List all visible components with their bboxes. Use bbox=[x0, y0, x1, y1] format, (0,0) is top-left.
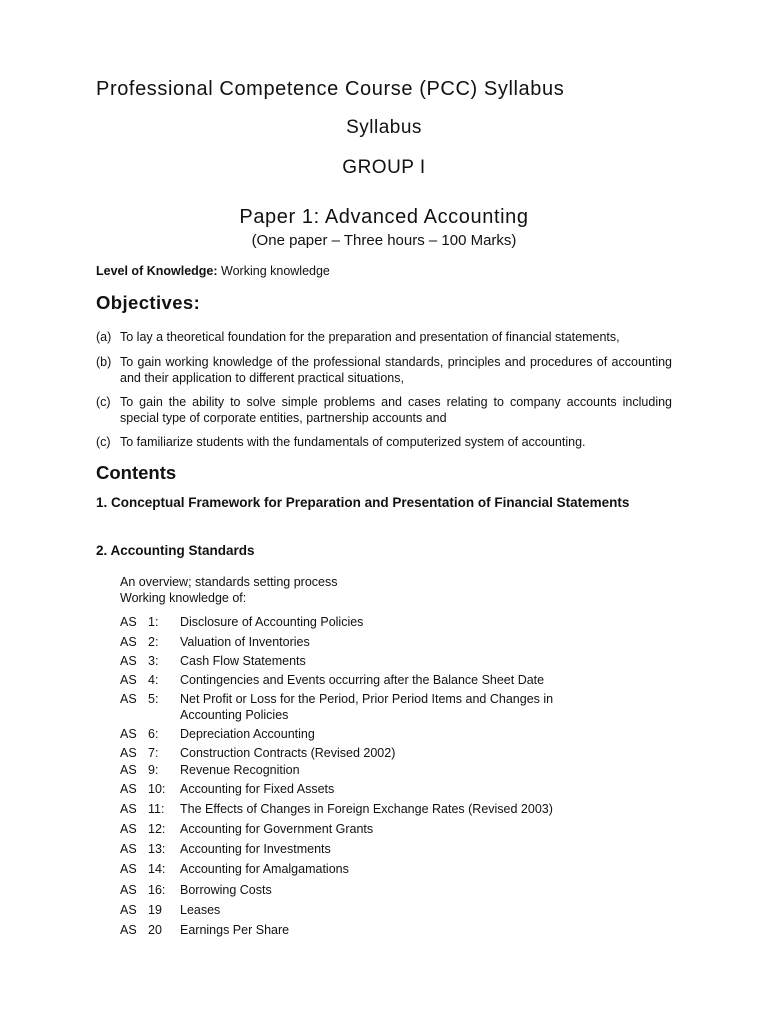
standard-row bbox=[120, 861, 680, 877]
standard-row bbox=[120, 902, 680, 918]
standard-title: Disclosure of Accounting Policies bbox=[180, 615, 364, 629]
standard-number: 12: bbox=[148, 822, 166, 836]
standard-row bbox=[120, 614, 680, 630]
standard-number: 9: bbox=[148, 763, 159, 777]
contents-heading: Contents bbox=[96, 462, 177, 483]
intro-line: An overview; standards setting process bbox=[120, 575, 338, 589]
standard-row bbox=[120, 801, 680, 817]
standard-title: Valuation of Inventories bbox=[180, 635, 310, 649]
standard-number: 3: bbox=[148, 654, 159, 668]
standard-row bbox=[120, 922, 680, 938]
standard-number: 14: bbox=[148, 862, 166, 876]
objective-text: To lay a theoretical foundation for the preparation and presentation of financial statements, bbox=[120, 330, 620, 344]
objective-marker: (c) bbox=[96, 435, 111, 449]
standard-title: Leases bbox=[180, 903, 221, 917]
standard-code: AS bbox=[120, 727, 137, 741]
objective-marker: (b) bbox=[96, 355, 112, 369]
standard-title: Accounting for Amalgamations bbox=[180, 862, 349, 876]
standard-title: Borrowing Costs bbox=[180, 883, 272, 897]
standard-row bbox=[120, 762, 680, 778]
standard-row bbox=[120, 841, 680, 857]
objective-text: To gain working knowledge of the professional standards, principles and procedures of accounting and their application to different practical situations, bbox=[120, 355, 672, 385]
level-of-knowledge bbox=[96, 264, 330, 278]
objective-item bbox=[96, 329, 672, 345]
standard-code: AS bbox=[120, 635, 137, 649]
standard-title: Accounting for Government Grants bbox=[180, 822, 374, 836]
standard-row bbox=[120, 821, 680, 837]
level-of-knowledge-value: Working knowledge bbox=[221, 264, 330, 278]
standard-title: Cash Flow Statements bbox=[180, 654, 306, 668]
objective-marker: (c) bbox=[96, 395, 111, 409]
standard-row bbox=[120, 781, 680, 797]
intro-line: Working knowledge of: bbox=[120, 591, 247, 605]
standard-number: 11: bbox=[148, 802, 165, 816]
standard-title: Earnings Per Share bbox=[180, 923, 290, 937]
objective-item bbox=[96, 354, 672, 386]
standard-code: AS bbox=[120, 654, 137, 668]
objective-item bbox=[96, 394, 672, 426]
objective-text: To familiarize students with the fundamentals of computerized system of accounting. bbox=[120, 435, 586, 449]
course-title: Professional Competence Course (PCC) Syllabus bbox=[96, 78, 565, 100]
standard-title: Construction Contracts (Revised 2002) bbox=[180, 746, 396, 760]
standard-title: Contingencies and Events occurring after the Balance Sheet Date bbox=[180, 673, 545, 687]
standard-row bbox=[120, 745, 680, 761]
objective-item bbox=[96, 434, 672, 450]
standard-number: 1: bbox=[148, 615, 159, 629]
standard-code: AS bbox=[120, 782, 137, 796]
standard-number: 13: bbox=[148, 842, 166, 856]
standard-title: Accounting for Investments bbox=[180, 842, 331, 856]
standard-title: Revenue Recognition bbox=[180, 763, 300, 777]
syllabus-subtitle: Syllabus bbox=[346, 117, 422, 138]
group-heading: GROUP I bbox=[342, 157, 426, 178]
standard-code: AS bbox=[120, 673, 137, 687]
objectives-heading: Objectives: bbox=[96, 292, 201, 313]
standard-title: The Effects of Changes in Foreign Exchange Rates (Revised 2003) bbox=[180, 802, 553, 816]
standard-code: AS bbox=[120, 903, 137, 917]
standard-code: AS bbox=[120, 883, 137, 897]
section-2-heading: 2. Accounting Standards bbox=[96, 543, 255, 558]
standard-number: 5: bbox=[148, 692, 159, 706]
objective-marker: (a) bbox=[96, 330, 112, 344]
standard-row bbox=[120, 882, 680, 898]
standard-title: Depreciation Accounting bbox=[180, 727, 315, 741]
standard-number: 20 bbox=[148, 923, 162, 937]
standard-row bbox=[120, 691, 680, 723]
standard-number: 10: bbox=[148, 782, 166, 796]
standard-code: AS bbox=[120, 802, 137, 816]
standard-code: AS bbox=[120, 842, 137, 856]
standard-title: Net Profit or Loss for the Period, Prior Period Items and Changes in Accounting Policies bbox=[180, 692, 554, 722]
standard-number: 19 bbox=[148, 903, 162, 917]
paper-details: (One paper – Three hours – 100 Marks) bbox=[251, 232, 517, 249]
paper-title: Paper 1: Advanced Accounting bbox=[239, 206, 529, 228]
standard-row bbox=[120, 653, 680, 669]
standard-code: AS bbox=[120, 692, 137, 706]
standard-code: AS bbox=[120, 746, 137, 760]
standard-number: 6: bbox=[148, 727, 159, 741]
standard-code: AS bbox=[120, 615, 137, 629]
standard-code: AS bbox=[120, 822, 137, 836]
standard-code: AS bbox=[120, 763, 137, 777]
section-2-intro bbox=[120, 574, 337, 606]
standard-number: 2: bbox=[148, 635, 159, 649]
standard-row bbox=[120, 634, 680, 650]
section-1-heading: 1. Conceptual Framework for Preparation and Presentation of Financial Statements bbox=[96, 495, 630, 510]
standard-code: AS bbox=[120, 862, 137, 876]
objective-text: To gain the ability to solve simple problems and cases relating to company accounts including special type of corporate entities, partnership accounts and bbox=[120, 395, 672, 425]
standard-code: AS bbox=[120, 923, 137, 937]
standard-number: 7: bbox=[148, 746, 159, 760]
standard-number: 4: bbox=[148, 673, 159, 687]
level-of-knowledge-label: Level of Knowledge: bbox=[96, 264, 218, 278]
standard-title: Accounting for Fixed Assets bbox=[180, 782, 335, 796]
standard-number: 16: bbox=[148, 883, 166, 897]
standard-row bbox=[120, 726, 680, 742]
standard-row bbox=[120, 672, 680, 688]
